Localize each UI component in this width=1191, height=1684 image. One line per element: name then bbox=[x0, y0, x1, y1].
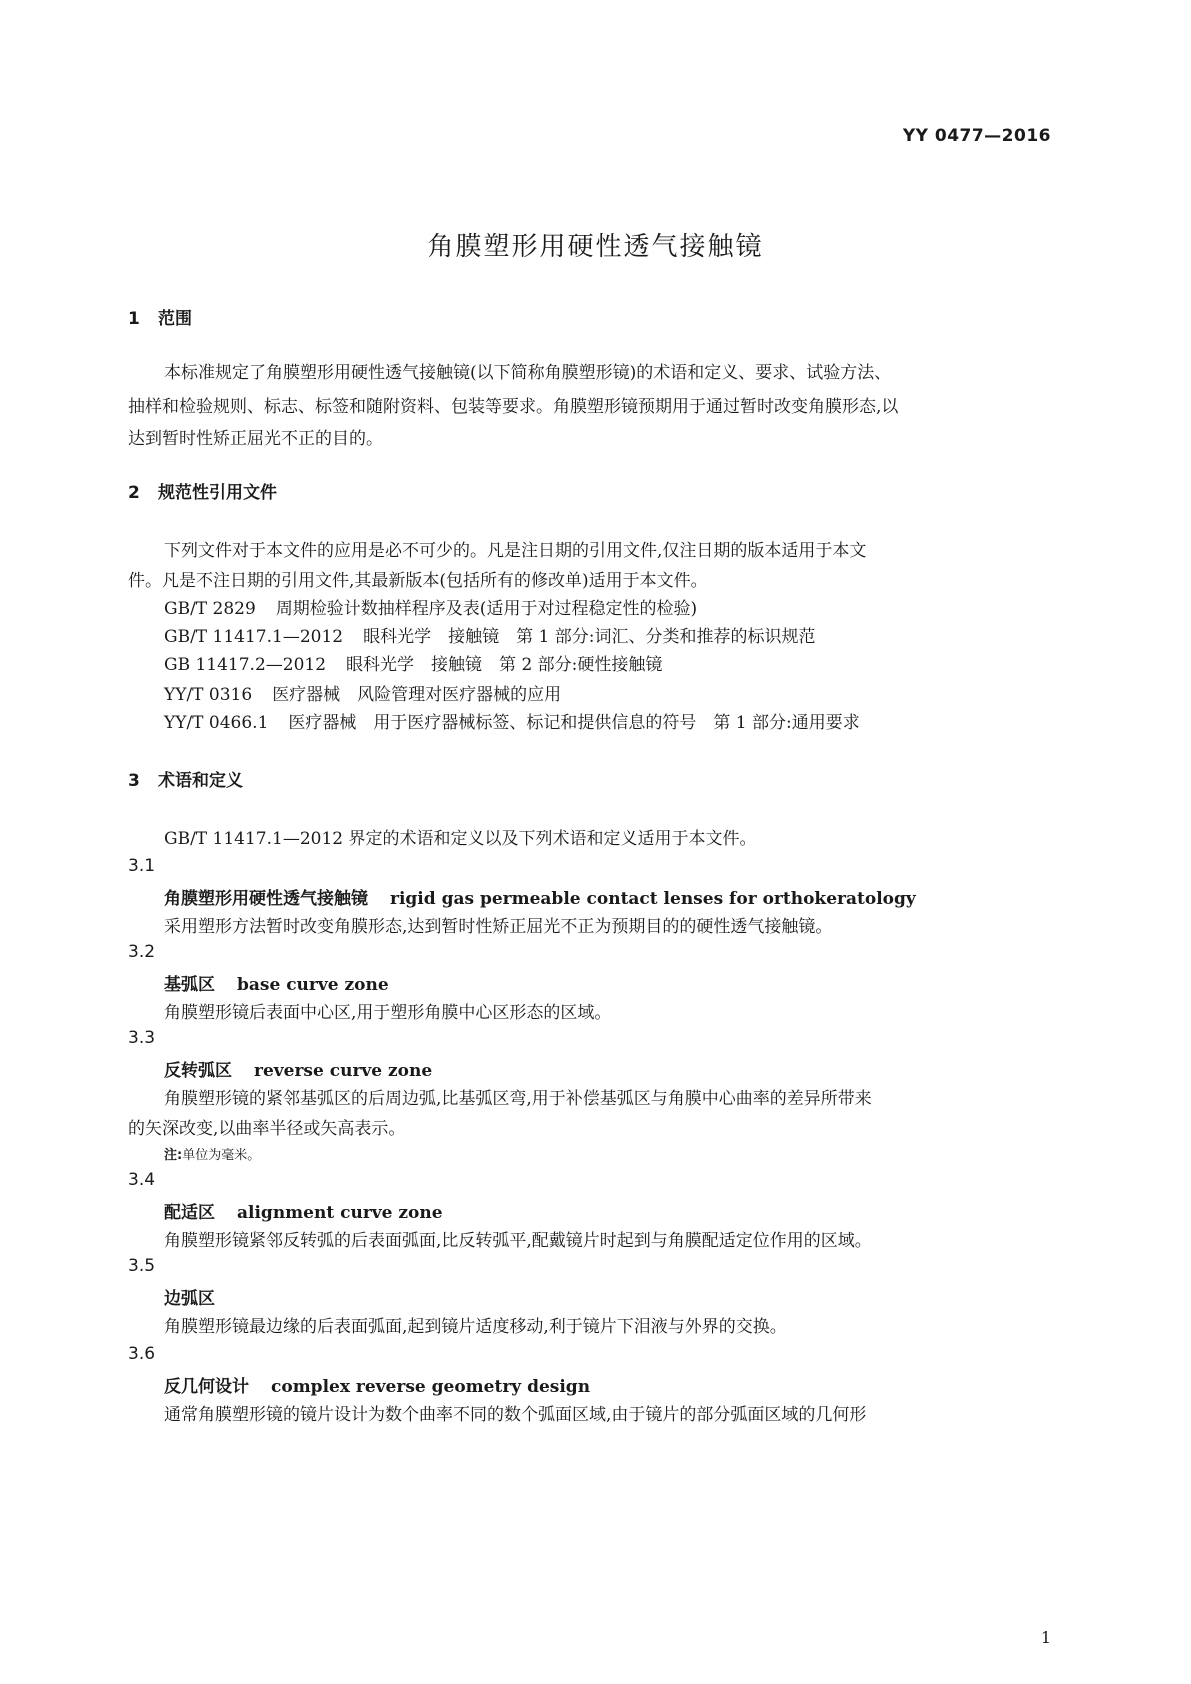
reference-code: GB 11417.2—2012 bbox=[164, 655, 327, 675]
term-chinese: 反几何设计 bbox=[164, 1377, 249, 1397]
reference-item bbox=[164, 680, 561, 705]
term-heading bbox=[164, 1056, 432, 1081]
reference-item bbox=[164, 708, 860, 733]
term-definition: 的矢深改变,以曲率半径或矢高表示。 bbox=[128, 1119, 406, 1139]
section-3-heading bbox=[128, 766, 243, 791]
section-2-heading bbox=[128, 478, 277, 503]
term-definition: 角膜塑形镜后表面中心区,用于塑形角膜中心区形态的区域。 bbox=[164, 1003, 612, 1023]
term-chinese: 角膜塑形用硬性透气接触镜 bbox=[164, 889, 368, 909]
reference-code: GB/T 2829 bbox=[164, 599, 256, 619]
reference-code: YY/T 0466.1 bbox=[164, 713, 269, 733]
section-title: 规范性引用文件 bbox=[158, 483, 277, 503]
term-definition: 角膜塑形镜的紧邻基弧区的后周边弧,比基弧区弯,用于补偿基弧区与角膜中心曲率的差异所带来 bbox=[164, 1089, 872, 1109]
term-english: reverse curve zone bbox=[254, 1061, 433, 1081]
term-chinese: 配适区 bbox=[164, 1203, 215, 1223]
reference-title: 医疗器械 用于医疗器械标签、标记和提供信息的符号 第 1 部分:通用要求 bbox=[288, 713, 860, 733]
section-2-line-2: 件。凡是不注日期的引用文件,其最新版本(包括所有的修改单)适用于本文件。 bbox=[128, 571, 708, 591]
term-heading bbox=[164, 1198, 443, 1223]
term-english: rigid gas permeable contact lenses for orthokeratology bbox=[390, 889, 916, 909]
reference-title: 周期检验计数抽样程序及表(适用于对过程稳定性的检验) bbox=[275, 599, 698, 619]
term-heading bbox=[164, 970, 389, 995]
term-note bbox=[164, 1144, 260, 1163]
reference-title: 眼科光学 接触镜 第 2 部分:硬性接触镜 bbox=[346, 655, 663, 675]
clause-number: 3.2 bbox=[128, 942, 156, 962]
reference-code: YY/T 0316 bbox=[164, 685, 253, 705]
reference-item bbox=[164, 594, 697, 619]
clause-number: 3.5 bbox=[128, 1256, 156, 1276]
standard-code: YY 0477—2016 bbox=[902, 126, 1051, 146]
note-text: 单位为毫米。 bbox=[182, 1148, 261, 1163]
section-1-heading bbox=[128, 304, 192, 329]
note-label: 注: bbox=[164, 1148, 183, 1163]
term-english: alignment curve zone bbox=[237, 1203, 443, 1223]
section-3-intro: GB/T 11417.1—2012 界定的术语和定义以及下列术语和定义适用于本文件。 bbox=[164, 829, 757, 849]
section-title: 术语和定义 bbox=[158, 771, 243, 791]
clause-number: 3.1 bbox=[128, 856, 156, 876]
reference-title: 眼科光学 接触镜 第 1 部分:词汇、分类和推荐的标识规范 bbox=[363, 627, 816, 647]
section-number: 1 bbox=[128, 309, 140, 329]
term-chinese: 基弧区 bbox=[164, 975, 215, 995]
section-number: 2 bbox=[128, 483, 140, 503]
term-definition: 角膜塑形镜最边缘的后表面弧面,起到镜片适度移动,利于镜片下泪液与外界的交换。 bbox=[164, 1317, 787, 1337]
reference-item bbox=[164, 622, 815, 647]
term-english: complex reverse geometry design bbox=[271, 1377, 591, 1397]
section-1-line-3: 达到暂时性矫正屈光不正的目的。 bbox=[128, 429, 383, 449]
term-heading bbox=[164, 1372, 590, 1397]
section-2-line-1: 下列文件对于本文件的应用是必不可少的。凡是注日期的引用文件,仅注日期的版本适用于本文 bbox=[164, 541, 867, 561]
section-1-line-1: 本标准规定了角膜塑形用硬性透气接触镜(以下简称角膜塑形镜)的术语和定义、要求、试验方法、 bbox=[164, 363, 892, 383]
term-chinese: 边弧区 bbox=[164, 1289, 215, 1309]
term-heading bbox=[164, 1284, 215, 1309]
clause-number: 3.6 bbox=[128, 1344, 156, 1364]
clause-number: 3.3 bbox=[128, 1028, 156, 1048]
term-english: base curve zone bbox=[237, 975, 389, 995]
term-definition: 角膜塑形镜紧邻反转弧的后表面弧面,比反转弧平,配戴镜片时起到与角膜配适定位作用的区域。 bbox=[164, 1231, 872, 1251]
section-title: 范围 bbox=[158, 309, 192, 329]
reference-code: GB/T 11417.1—2012 bbox=[164, 627, 344, 647]
page-number: 1 bbox=[1040, 1628, 1051, 1647]
reference-title: 医疗器械 风险管理对医疗器械的应用 bbox=[272, 685, 562, 705]
clause-number: 3.4 bbox=[128, 1170, 156, 1190]
term-definition: 通常角膜塑形镜的镜片设计为数个曲率不同的数个弧面区域,由于镜片的部分弧面区域的几何形 bbox=[164, 1405, 867, 1425]
term-heading bbox=[164, 884, 916, 909]
reference-item bbox=[164, 650, 662, 675]
term-definition: 采用塑形方法暂时改变角膜形态,达到暂时性矫正屈光不正为预期目的的硬性透气接触镜。 bbox=[164, 917, 833, 937]
term-chinese: 反转弧区 bbox=[164, 1061, 232, 1081]
section-1-line-2: 抽样和检验规则、标志、标签和随附资料、包装等要求。角膜塑形镜预期用于通过暂时改变角膜形态,以 bbox=[128, 397, 899, 417]
document-title: 角膜塑形用硬性透气接触镜 bbox=[427, 232, 764, 262]
section-number: 3 bbox=[128, 771, 140, 791]
